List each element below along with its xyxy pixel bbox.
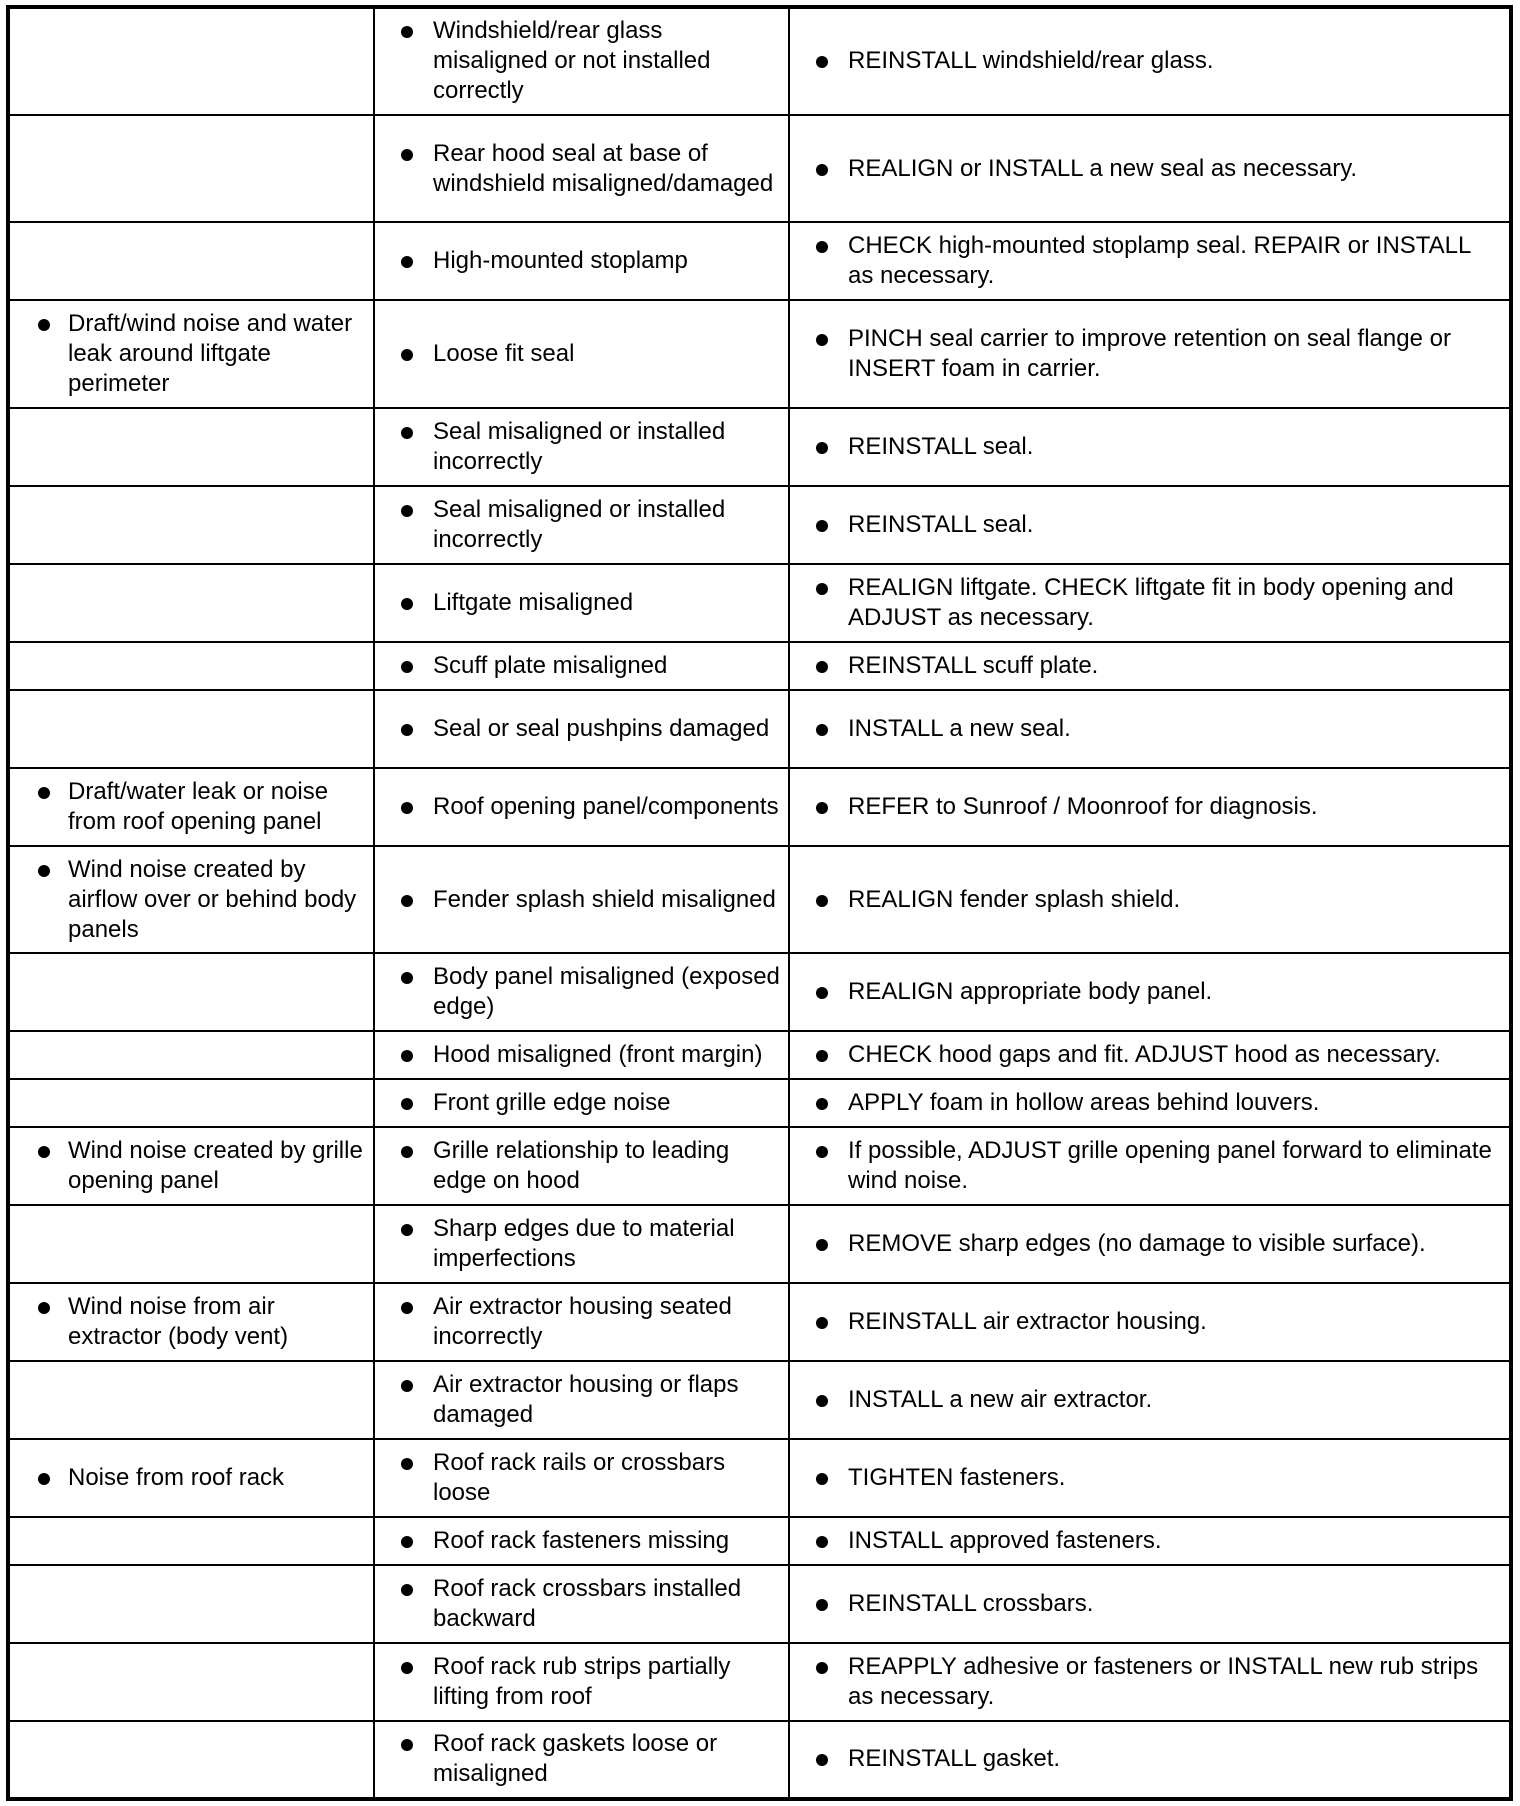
action-text: INSTALL approved fasteners. — [848, 1527, 1162, 1555]
action-text: INSTALL a new seal. — [848, 714, 1071, 742]
action-cell — [789, 642, 1511, 690]
table-row — [8, 1643, 1511, 1721]
bullet-icon — [816, 1317, 828, 1329]
action-cell — [789, 222, 1511, 300]
table-row — [8, 408, 1511, 486]
condition-cell — [8, 642, 374, 690]
bullet-icon — [38, 1302, 50, 1314]
condition-cell — [8, 486, 374, 564]
table-row — [8, 300, 1511, 408]
table-row — [8, 1517, 1511, 1565]
source-cell — [374, 1721, 789, 1799]
bullet-icon — [816, 1754, 828, 1766]
bullet-icon — [38, 1473, 50, 1485]
bullet-icon — [401, 895, 413, 907]
bullet-icon — [816, 56, 828, 68]
condition-text: Wind noise created by airflow over or behind body panels — [68, 855, 357, 943]
table-row — [8, 1283, 1511, 1361]
condition-cell — [8, 1283, 374, 1361]
bullet-icon — [38, 787, 50, 799]
table-row — [8, 1439, 1511, 1517]
action-text: REINSTALL gasket. — [848, 1745, 1061, 1773]
source-text: Roof rack crossbars installed backward — [433, 1575, 742, 1633]
action-cell — [789, 1205, 1511, 1283]
bullet-icon — [401, 505, 413, 517]
action-cell — [789, 408, 1511, 486]
source-cell — [374, 1127, 789, 1205]
source-cell — [374, 1205, 789, 1283]
table-row — [8, 564, 1511, 642]
action-text: REALIGN or INSTALL a new seal as necessary. — [848, 154, 1358, 182]
source-text: High-mounted stoplamp — [433, 247, 688, 275]
action-cell — [789, 1361, 1511, 1439]
table-row — [8, 1205, 1511, 1283]
bullet-icon — [38, 865, 50, 877]
action-cell — [789, 1565, 1511, 1643]
condition-cell — [8, 1643, 374, 1721]
condition-cell — [8, 1565, 374, 1643]
table-row — [8, 1079, 1511, 1127]
bullet-icon — [816, 1146, 828, 1158]
action-cell — [789, 486, 1511, 564]
source-cell — [374, 1079, 789, 1127]
bullet-icon — [401, 724, 413, 736]
action-cell — [789, 1031, 1511, 1079]
source-text: Loose fit seal — [433, 340, 575, 368]
source-text: Body panel misaligned (exposed edge) — [433, 963, 780, 1021]
bullet-icon — [816, 661, 828, 673]
source-text: Hood misaligned (front margin) — [433, 1041, 763, 1069]
source-cell — [374, 1361, 789, 1439]
action-text: REALIGN liftgate. CHECK liftgate fit in body opening and ADJUST as necessary. — [848, 573, 1454, 631]
condition-text: Draft/wind noise and water leak around liftgate perimeter — [68, 310, 353, 398]
bullet-icon — [401, 26, 413, 38]
table-row — [8, 953, 1511, 1031]
action-text: REINSTALL crossbars. — [848, 1590, 1094, 1618]
action-text: CHECK high-mounted stoplamp seal. REPAIR or INSTALL as necessary. — [848, 232, 1471, 290]
bullet-icon — [816, 1662, 828, 1674]
source-text: Roof rack fasteners missing — [433, 1527, 730, 1555]
source-text: Air extractor housing or flaps damaged — [433, 1371, 739, 1429]
bullet-icon — [401, 802, 413, 814]
bullet-icon — [816, 1395, 828, 1407]
action-text: REFER to Sunroof / Moonroof for diagnosis. — [848, 792, 1318, 820]
action-text: REALIGN appropriate body panel. — [848, 978, 1213, 1006]
bullet-icon — [401, 427, 413, 439]
action-text: APPLY foam in hollow areas behind louvers. — [848, 1089, 1320, 1117]
table-row — [8, 690, 1511, 768]
action-cell — [789, 1517, 1511, 1565]
bullet-icon — [816, 1599, 828, 1611]
source-text: Grille relationship to leading edge on hood — [433, 1137, 730, 1195]
bullet-icon — [401, 1098, 413, 1110]
table-row — [8, 486, 1511, 564]
action-text: REINSTALL windshield/rear glass. — [848, 47, 1214, 75]
bullet-icon — [816, 164, 828, 176]
table-row — [8, 115, 1511, 223]
source-cell — [374, 7, 789, 115]
bullet-icon — [816, 1098, 828, 1110]
condition-cell — [8, 7, 374, 115]
bullet-icon — [816, 520, 828, 532]
action-cell — [789, 1283, 1511, 1361]
source-cell — [374, 953, 789, 1031]
bullet-icon — [816, 241, 828, 253]
bullet-icon — [401, 1739, 413, 1751]
source-cell — [374, 846, 789, 954]
action-text: INSTALL a new air extractor. — [848, 1386, 1153, 1414]
bullet-icon — [816, 1050, 828, 1062]
condition-cell — [8, 564, 374, 642]
action-text: PINCH seal carrier to improve retention on seal flange or INSERT foam in carrier. — [848, 325, 1451, 383]
condition-cell — [8, 846, 374, 954]
source-text: Windshield/rear glass misaligned or not installed correctly — [433, 17, 711, 105]
action-text: REALIGN fender splash shield. — [848, 885, 1181, 913]
action-cell — [789, 846, 1511, 954]
action-text: TIGHTEN fasteners. — [848, 1464, 1066, 1492]
source-cell — [374, 690, 789, 768]
source-text: Roof rack rails or crossbars loose — [433, 1449, 726, 1507]
condition-cell — [8, 1127, 374, 1205]
bullet-icon — [401, 661, 413, 673]
source-text: Liftgate misaligned — [433, 588, 634, 616]
action-text: REAPPLY adhesive or fasteners or INSTALL new rub strips as necessary. — [848, 1652, 1479, 1710]
source-cell — [374, 1643, 789, 1721]
bullet-icon — [816, 987, 828, 999]
source-cell — [374, 408, 789, 486]
condition-cell — [8, 1205, 374, 1283]
bullet-icon — [816, 334, 828, 346]
source-cell — [374, 115, 789, 223]
action-cell — [789, 1643, 1511, 1721]
source-cell — [374, 642, 789, 690]
bullet-icon — [401, 598, 413, 610]
source-text: Sharp edges due to material imperfections — [433, 1215, 735, 1273]
source-text: Roof rack gaskets loose or misaligned — [433, 1730, 718, 1788]
condition-cell — [8, 1361, 374, 1439]
bullet-icon — [38, 319, 50, 331]
action-cell — [789, 564, 1511, 642]
action-text: If possible, ADJUST grille opening panel forward to eliminate wind noise. — [848, 1137, 1492, 1195]
bullet-icon — [816, 1239, 828, 1251]
source-text: Seal misaligned or installed incorrectly — [433, 495, 726, 553]
condition-cell — [8, 115, 374, 223]
table-row — [8, 1031, 1511, 1079]
table-row — [8, 1565, 1511, 1643]
source-cell — [374, 1439, 789, 1517]
diagnosis-table — [6, 5, 1513, 1801]
condition-cell — [8, 953, 374, 1031]
condition-cell — [8, 1031, 374, 1079]
source-cell — [374, 564, 789, 642]
table-row — [8, 222, 1511, 300]
action-text: REINSTALL seal. — [848, 510, 1034, 538]
source-text: Seal or seal pushpins damaged — [433, 714, 770, 742]
action-cell — [789, 7, 1511, 115]
source-text: Roof opening panel/components — [433, 792, 779, 820]
source-cell — [374, 300, 789, 408]
bullet-icon — [401, 1380, 413, 1392]
condition-cell — [8, 408, 374, 486]
source-text: Seal misaligned or installed incorrectly — [433, 417, 726, 475]
source-text: Air extractor housing seated incorrectly — [433, 1293, 732, 1351]
bullet-icon — [401, 1536, 413, 1548]
source-cell — [374, 486, 789, 564]
condition-text: Noise from roof rack — [68, 1464, 285, 1492]
table-row — [8, 768, 1511, 846]
action-text: REMOVE sharp edges (no damage to visible surface). — [848, 1230, 1426, 1258]
source-cell — [374, 1283, 789, 1361]
bullet-icon — [401, 1050, 413, 1062]
action-text: CHECK hood gaps and fit. ADJUST hood as necessary. — [848, 1041, 1441, 1069]
condition-cell — [8, 1079, 374, 1127]
condition-text: Draft/water leak or noise from roof opening panel — [68, 777, 329, 835]
bullet-icon — [816, 802, 828, 814]
table-row — [8, 1127, 1511, 1205]
action-cell — [789, 953, 1511, 1031]
source-cell — [374, 768, 789, 846]
condition-cell — [8, 222, 374, 300]
source-cell — [374, 222, 789, 300]
condition-cell — [8, 1721, 374, 1799]
source-cell — [374, 1517, 789, 1565]
condition-cell — [8, 1439, 374, 1517]
action-cell — [789, 768, 1511, 846]
bullet-icon — [816, 1473, 828, 1485]
bullet-icon — [401, 1662, 413, 1674]
condition-text: Wind noise from air extractor (body vent) — [68, 1293, 289, 1351]
action-cell — [789, 1439, 1511, 1517]
action-cell — [789, 1127, 1511, 1205]
bullet-icon — [401, 1458, 413, 1470]
bullet-icon — [401, 349, 413, 361]
action-text: REINSTALL scuff plate. — [848, 651, 1099, 679]
condition-cell — [8, 768, 374, 846]
action-cell — [789, 115, 1511, 223]
bullet-icon — [401, 1584, 413, 1596]
table-row — [8, 7, 1511, 115]
table-row — [8, 642, 1511, 690]
bullet-icon — [816, 442, 828, 454]
action-cell — [789, 300, 1511, 408]
source-text: Scuff plate misaligned — [433, 651, 668, 679]
source-cell — [374, 1031, 789, 1079]
source-text: Front grille edge noise — [433, 1089, 671, 1117]
bullet-icon — [401, 1224, 413, 1236]
source-text: Roof rack rub strips partially lifting from roof — [433, 1652, 731, 1710]
source-text: Rear hood seal at base of windshield misaligned/damaged — [433, 139, 774, 197]
action-text: REINSTALL air extractor housing. — [848, 1308, 1207, 1336]
source-text: Fender splash shield misaligned — [433, 885, 776, 913]
bullet-icon — [401, 149, 413, 161]
action-text: REINSTALL seal. — [848, 432, 1034, 460]
table-row — [8, 846, 1511, 954]
bullet-icon — [401, 1146, 413, 1158]
bullet-icon — [816, 583, 828, 595]
table-row — [8, 1721, 1511, 1799]
bullet-icon — [38, 1146, 50, 1158]
bullet-icon — [401, 972, 413, 984]
table-row — [8, 1361, 1511, 1439]
bullet-icon — [816, 895, 828, 907]
condition-cell — [8, 1517, 374, 1565]
bullet-icon — [816, 724, 828, 736]
condition-text: Wind noise created by grille opening panel — [68, 1137, 363, 1195]
bullet-icon — [401, 256, 413, 268]
bullet-icon — [401, 1302, 413, 1314]
action-cell — [789, 1079, 1511, 1127]
action-cell — [789, 1721, 1511, 1799]
source-cell — [374, 1565, 789, 1643]
condition-cell — [8, 690, 374, 768]
action-cell — [789, 690, 1511, 768]
condition-cell — [8, 300, 374, 408]
bullet-icon — [816, 1536, 828, 1548]
